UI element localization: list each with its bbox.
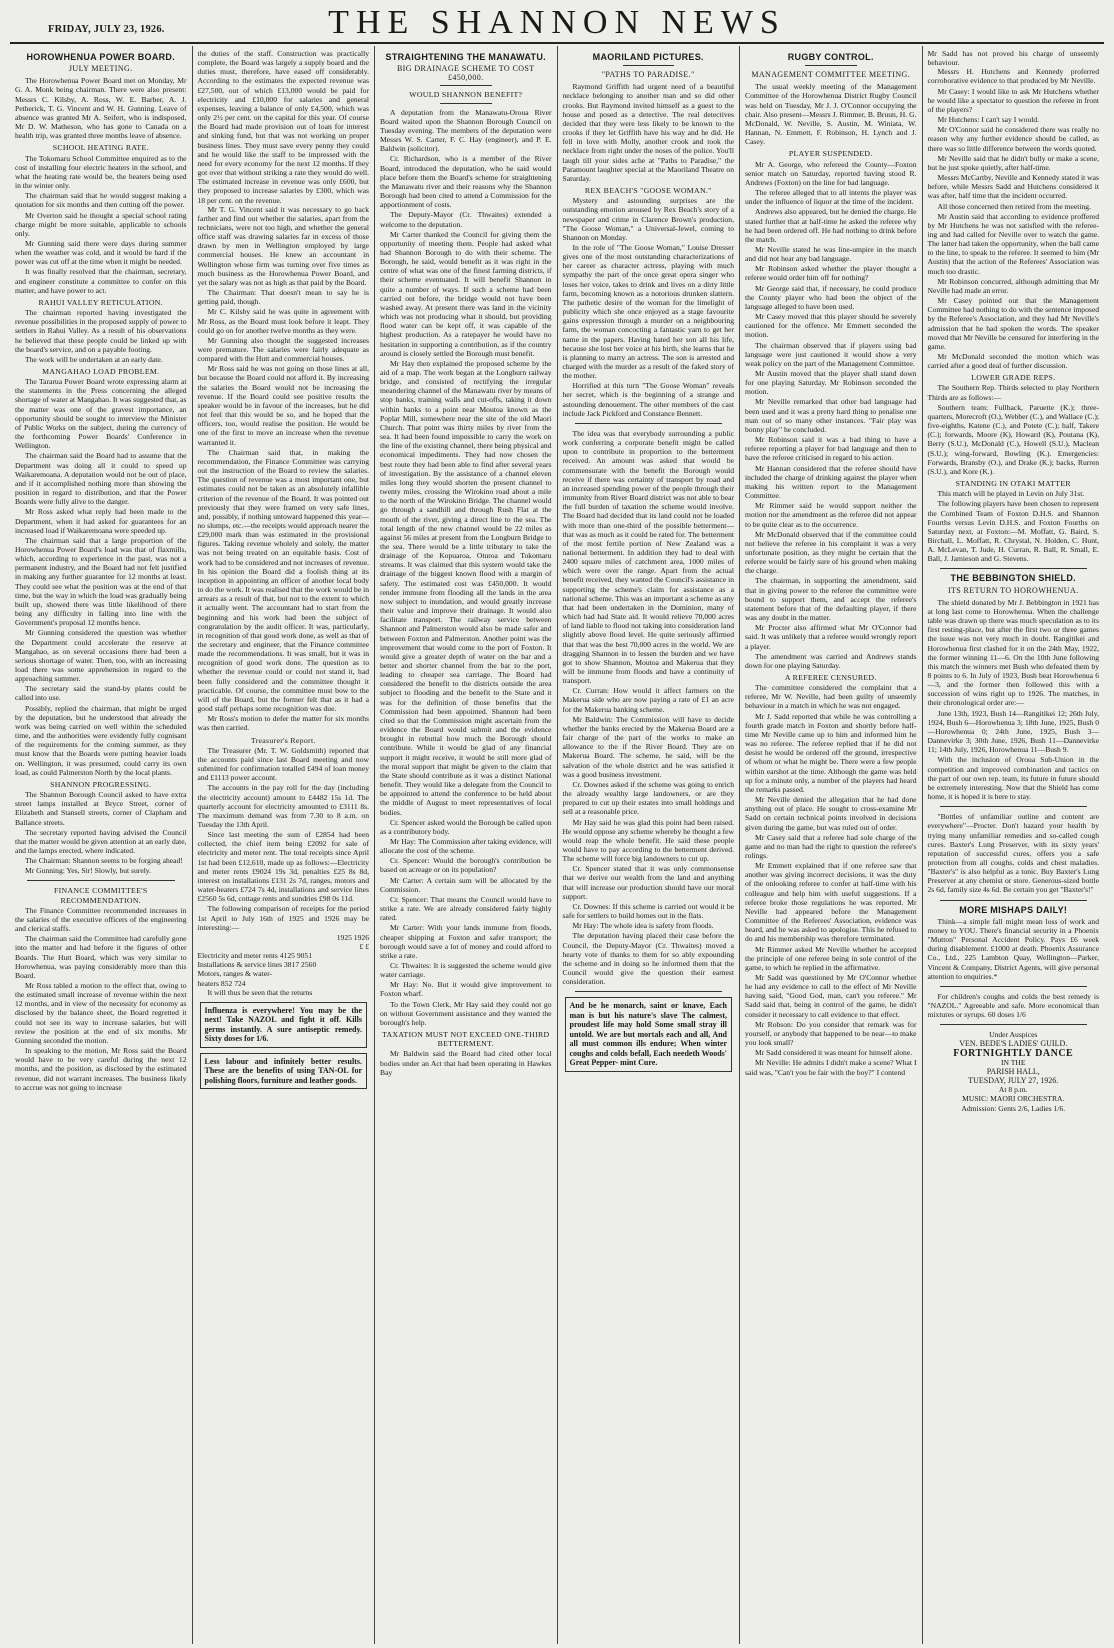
nazol-advertisement: For children's coughs and colds the best remedy is "NAZOL." Agreeable and safe. More economical than mixtures or syrups. 60 doses 1/6	[927, 991, 1099, 1020]
paragraph: Mr Ross's motion to defer the matter for six months was then carried.	[197, 714, 369, 733]
baxters-advertisement: "Bottles of unfamiliar outline and content are everywhere"—Procter. Don't hazard your health by trying many unfamiliar remedies and so-called cough cures. Baxter's Lung Preserver, with its sixty years' reputation of successful cures, offers you a safe protection from all coughs, colds and chest maladies. "Baxter's" is also helpful as a tonic. Buy Baxter's Lung Preserver at any chemist or store. Generous-sized bottle 2s 6d, family size 4s 6d. Be certain you get "Baxter's!"	[927, 812, 1099, 895]
paragraph: Mr Hannan considered that the referee should have included the charge of drinking against the player when making his written report to the Management Committee.	[745, 463, 917, 501]
receipts-table-header: 1925 1926	[336, 932, 369, 942]
article-headline: MAORILAND PICTURES.	[592, 52, 704, 62]
article-subheading: MANAGEMENT COMMITTEE MEETING.	[751, 70, 911, 80]
paragraph: The Chairman: That doesn't mean to say he is getting paid, though.	[197, 288, 369, 307]
paragraph: Mr O'Connor said he considered there was really no reason why any further evidence should be called, as there was so little difference between the words quoted.	[927, 125, 1099, 153]
paragraph: Mr Ross said he was not going on those lines at all, but because the Board could not afford it. By increasing the salaries the Board would not be increasing the revenue. If the Board could see positive results the speaker would be in favour of the increases, but he did not feel that this would be so, and he hoped that the officers, too, would realise the position. He would be one of the first to move an increase when the revenue warranted it.	[197, 364, 369, 447]
paragraph: Cr. Spencer asked would the Borough be called upon as a contributory body.	[380, 817, 552, 836]
paragraph: Mr Gunning said there were days during summer when the weather was cold, and it would be hard if the power was cut off at the time when it might be needed.	[15, 238, 187, 267]
dance-line: Admission: Gents 2/6, Ladies 1/6.	[961, 1103, 1066, 1113]
paragraph: Mr Hay: The whole idea is safety from floods.	[572, 921, 714, 931]
divider	[940, 568, 1088, 569]
issue-date: FRIDAY, JULY 23, 1926.	[48, 24, 165, 35]
paragraph: In the role of "The Goose Woman," Louise Dresser gives one of the most outstanding characterizations of her career as character actress, playing with much sympathy the part of the once great opera singer who loses her voice, takes to drink and lives on a dirty little farm, becoming known as a notorious drunken slattern. The pathetic desire of the woman for the limelight of publicity which she once enjoyed as a stage favourite gains expression through a murder on a neighbouring farm, the woman concocting a fantastic yarn to get her name in the papers. Having hated her son all his life, because she lost her voice at his birth, she learns that he is planning to marry an actress. The son is arrested and charged with the murder as a result of the faked story of the mother.	[562, 242, 734, 381]
paragraph: Cr. Thwaites: It is suggested the scheme would give water carriage.	[380, 961, 552, 980]
paragraph: The chairman, in supporting the amendment, said that in giving power to the referee the committee were bound to support them, and accept the referee's statement before that of the defaulting player, if there was any doubt in the matter.	[745, 576, 917, 623]
dance-line: At 8 p.m.	[998, 1085, 1028, 1095]
paragraph: The chairman observed that if players using bad language were just cautioned it would show a very weak policy on the part of the Management Committee.	[745, 340, 917, 368]
paragraph: The idea was that everybody surrounding a public work conferring a corporate benefit might be called upon to contribute in proportion to the betterment received. An amount was asked that would be commensurate with the benefit the Borough would receive if there was certainty of transport by road and an increased spending power of the people through their immunity from River Board district was not able to bear the full burden of taxation the scheme would involve. The Board had decided that its land could not be loaded with more than one-third of the possible betterment—that was as much as it could be rated for. The betterment of the most fertile portion of New Zealand was a national betterment. In addition they had to deal with 2400 square miles of catchment area, 1000 miles of which were over the range. Apart from the actual benefit received, they wanted the Council's assistance in supporting the scheme's claim for assistance as a national scheme. This was an important a scheme as any that had been undertaken in the Dominion, many of which had had State aid. It would relieve 70,000 acres of land liable to flood not taking into consideration land slightly above flood level. He quite seriously affirmed that that was the best 70,000 acres in the world. We are dragging Shannon in to lessen the burden and we have got to show Shannon, Moutoa and Makerua that they will be immune from floods and have a continuity of transport.	[562, 428, 735, 686]
paragraph: The Tararua Power Board wrote expressing alarm at the statements in the Press concerning the alleged shortage of water at Mangahao. It was suggested that, as the matter was one of the gravest importance, an opportunity should be sought to interview the Minister of Public Works on the subject, during the currency of the forthcoming Power Boards' Conference in Wellington.	[15, 377, 187, 451]
article-subheading: BIG DRAINAGE SCHEME TO COST £450,000.	[396, 64, 535, 83]
paragraph: Mr Casey: I would like to ask Mr Hutchens whether he would like a spectator to question the referee in front of the players?	[927, 86, 1099, 114]
dance-line: IN THE	[1000, 1057, 1026, 1067]
paragraph: The chairman reported having investigated the revenue possibilities in the proposed supply of power to settlers in Rahui Valley. As a result of his observations he believed that these people could be linked up with the board's service, and on a payable footing.	[15, 308, 187, 354]
paragraph: Mr Hay: No. But it would give improvement to Foxton wharf.	[380, 980, 552, 999]
paragraph: Since last meeting the sum of £2854 had been collected, the chief item being £2092 for sale of electricity and meter rent. The total receipts since April 1st had been £12,610, made up as follows:—Electricity and meter rents £9024 19s 3d, penalties £25 8s 8d, interest on installations £131 2s 7d, ranges, motors and water-heaters £724 7s 4d, installations and service lines £2560 5s 6d, cottage rents and sundries £98 0s 11d.	[197, 830, 369, 904]
paragraph: The shield donated by Mr J. Bebbington in 1921 has at long last come to Horowhenua. When the challenge table was drawn up there was much speculation as to its first resting-place, but after the first two or three games the issue was not very much in doubt. Rangitikei and Horowhenua first clashed for it on the 24th May, 1922, the former winning 11—6. On the 10th June following this match the winners met Bush who defeated them by 8 points to 6. In July of 1923, Bush beat Horowhenua 6—3, and the former then followed this with a succession of wins right up to 1926. The matches, in their chronological order are:—	[927, 597, 1099, 708]
paragraph: Cr. Spencer stated that it was only commonsense that we derive our wealth from the land and anything that will increase our production should have our moral support.	[562, 864, 734, 901]
article-headline: MORE MISHAPS DAILY!	[959, 904, 1068, 915]
paragraph: Mr Neville denied the allegation that he had done anything out of place. He sought to cross-examine Mr Sadd on certain technical points involved in decisions given during the game, but was ruled out of order.	[745, 795, 917, 832]
paragraph: Mr Casey pointed out that the Management Committee had nothing to do with the sentence imposed by the Referee's Association, and they had Mr Neville's admission that he had spoken the words. The speaker moved that Mr Neville be censured for interfering in the game.	[927, 296, 1099, 351]
article-headline: STRAIGHTENING THE MANAWATU.	[385, 52, 546, 62]
paragraph: Mr Neville said that he didn't bully or make a scene, but he just spoke quietly, after half-time.	[927, 153, 1099, 172]
article-subheading: ITS RETURN TO HOROWHENUA.	[947, 585, 1079, 595]
paragraph: Mr George said that, if necessary, he could produce the County player who had been the object of the language alleged to have been used.	[745, 283, 917, 311]
paragraph: A deputation from the Manawatu-Oroua River Board waited upon the Shannon Borough Council on Tuesday evening. The members of the deputation were Messrs W. S. Carter, F. C. Hay (engineer), and P. E. Baldwin (solicitor).	[380, 107, 552, 154]
crosshead: FINANCE COMMITTEE'S RECOMMENDATION.	[53, 886, 148, 905]
crosshead: LOWER GRADE REPS.	[971, 373, 1056, 383]
paragraph: Mr Overton said he thought a special school rating charge might be more suitable, applicable to schools only.	[15, 210, 187, 238]
crosshead: PLAYER SUSPENDED.	[788, 149, 873, 159]
column-1	[10, 46, 193, 1644]
paragraph: Possibly, replied the chairman, that might be urged by the deputation, but he understood that already the work was being carried on well within the scheduled time, and the authorities were evidently fully cognisant of the requirements for the coming summer, as they must know that the Boards were putting heavier loads on. Wellington, it was presumed, could carry its own load, as could Palmerston North by the local plants.	[15, 703, 187, 777]
column-6	[923, 46, 1105, 1644]
paragraph: The Deputy-Mayor (Cr. Thwaites) extended a welcome to the deputation.	[380, 210, 552, 229]
paragraph: Mr Casey said that a referee had sole charge of the game and no man had the right to question the referee's rulings.	[745, 832, 917, 860]
paragraph: The secretary said the stand-by plants could be called into use.	[15, 684, 187, 703]
paragraph: To the Town Clerk, Mr Hay said they could not go on without Government assistance and they wanted the borough's help.	[380, 999, 552, 1027]
divider	[575, 423, 723, 424]
paragraph: The secretary reported having advised the Council that the matter would be given attention at an early date, and the lamps erected, where indicated.	[15, 827, 187, 855]
paragraph: Mr Hutchens: I can't say I would.	[937, 115, 1040, 125]
paragraph: The Chairman: Shannon seems to be forging ahead!	[25, 856, 183, 866]
dance-line: FORTNIGHTLY DANCE	[953, 1047, 1074, 1059]
paragraph: Andrews also appeared, but he denied the charge. He stated further that at half-time he asked the referee why he had been ordered off. He had nothing to drink before the match.	[745, 207, 917, 244]
paragraph: Mr T. G. Vincent said it was necessary to go back farther and find out whether the salaries, apart from the technicians, were not too high, and whether the general office staff was drawing salaries far in excess of those drawn by men in Wellington employed by large commercial houses. He knew an accountant in Wellington whose firm was turning over five times as much business as the Horowhenua Power Board, and yet the salary was not as high as that paid by the Board.	[197, 204, 369, 287]
paragraph: Mr Robinson concurred, although admitting that Mr Neville had made an error.	[927, 276, 1099, 295]
paragraph: Mr Gunning considered the question was whether the Department could accelerate the reserve at Mangahao, as on several occasions there had been a serious shortage of water. Then, too, with an increasing load there was some apprehension in regard to the approaching summer.	[15, 628, 187, 684]
paragraph: Raymond Griffith had urgent need of a beautiful necklace belonging to another man and so did other crooks. But Raymond invited himself as a guest to the house and posed as a detective. The real detectives decided that they were less likely to be known to the crooks if they let Griffith have his way and he did. He fell in love with Molly, another crook and took the necklace from right under the noses of the police. You'll laugh till your sides ache at "Paths to Paradise," the Paramount laughter special at the Maoriland Theatre on Saturday.	[562, 82, 734, 183]
paragraph: Mr Neville: He admits I didn't make a scene? What I said was, "Can't you be fair with the boy?" I contend	[745, 1058, 917, 1077]
paragraph: Mr Ross tabled a motion to the effect that, owing to the estimated small increase of revenue within the next 12 months, and in view of the necessity for economy as disclosed by the balance sheet, the Board regretted it could not see its way to increase salaries, but will review the position at the end of six months. Mr Gunning seconded the motion.	[15, 981, 187, 1045]
paragraph: All those concerned then retired from the meeting.	[937, 201, 1092, 211]
paragraph: The Horowhenua Power Board met on Monday, Mr G. A. Monk being chairman. There were also present: Messrs C. Kilsby, A. Ross, W. E. Barber, A. J. Petherick, T. G. Vincent and W. H. Gunning. Leave of absence was granted Mr A. Seifert, who is indisposed, Mr D. W. Matheson, who has gone to Canada on a health trip, was granted three months leave of absence.	[15, 76, 187, 141]
divider	[440, 103, 492, 104]
receipts-table-row: Electricity and meter rents 4125 9051	[197, 951, 313, 961]
paragraph: The Finance Committee recommended increases in the salaries of the executive officers of the engineering and clerical staffs.	[15, 905, 187, 934]
paragraph: Mr Sadd was questioned by Mr O'Connor whether he had any evidence to call to the effect of Mr Neville having said, "Good God, man, can't you referee." Mr Sadd said that, being in control of the game, he didn't consider it necessary to call evidence to that effect.	[745, 973, 917, 1019]
paragraph: Mr J. Sadd reported that while he was controlling a fourth grade match in Foxton and shortly before half-time Mr Neville came up to him and informed him he was no referee. The referee replied that if he did not desist he would be ordered off the ground, irrespective of whom or what he might be. There were a few people within earshot at the time. Although the game was held up for a minute only, a number of the players had heard the remarks passed.	[745, 711, 917, 794]
crosshead: RAHUI VALLEY RETICULATION.	[38, 297, 163, 307]
divider	[940, 900, 1088, 901]
paragraph: Mr Austin moved that the player shall stand down for one playing Saturday. Mr Robinson seconded the motion.	[745, 369, 917, 397]
paragraph: Mr Carter: A certain sum will be allocated by the Commission.	[380, 875, 552, 894]
paragraph: The committee considered the complaint that a referee, Mr W. Neville, had been guilty of unseemly behaviour in a match in which he was not engaged.	[745, 683, 917, 711]
paragraph: The usual weekly meeting of the Management Committee of the Horowhenua District Rugby Council was held on Tuesday, Mr J. J. O'Connor occupying the chair. Also present—Messrs J. Rimmer, B. Bruun, H. G. McDonald, W. Neville, S. Austin, M. Winiata, W. Hannan, N. Emmett, F. Robinson, H. Lynch and J. Casey.	[745, 82, 917, 147]
crosshead: TAXATION MUST NOT EXCEED ONE-THIRD BETTERMENT.	[382, 1030, 550, 1049]
peppermint-cure-advertisement: And be he monarch, saint or knave, Each man is but his nature's slave The calmest, proudest life may hold Some small stray ill untold. We are but mortals each and all, And all must common ills endure; When winter coughs and colds befall, Each needeth Woods' Great Pepper- mint Cure.	[565, 997, 733, 1072]
paragraph: the duties of the staff. Construction was practically complete, the Board was largely a supply board and the duties must, therefore, have eased off considerably. According to the estimates the expected revenue was £27,500, out of which £13,000 would be paid for electricity and £10,000 for salaries and general expenses, leaving a balance of only £4,500, which was only 2½ per cent. on the capital for this year. Of course the Board had made provision out of loan for interest and sinking fund, but that was not working on proper business lines. They must save every penny they could and he would like the staff to be impressed with the need for every economy for the next 12 months. If they got over that without striking a rate they would do well. The estimated increase in revenue was only £600, but they proposed to increase salaries by £300, which was 18 per cent. on the revenue.	[197, 49, 369, 205]
paragraph: It will thus be seen that the returns	[207, 987, 313, 997]
paragraph: Southern team: Fullback, Paruette (K.); three-quarters, Morecroft (O.), Webber (C.), and Wallace (C.); five-eighths, Katene (C.), and Potete (C.); half, Takere (C.); forwards, Moore (K), Howard (K), Poutana (K), Berry (S.U.), McDonald (C.), Howell (S.U.), Maclean (S.U.); wing-forward, Bowling (K.). Emergencies: Forwards, Bransby (O.), and Drake (K.); backs, Rurren (S.U.), and Kore (K.).	[927, 402, 1099, 476]
crosshead: MANGAHAO LOAD PROBLEM.	[42, 367, 160, 376]
paragraph: Mr Neville stated he was line-umpire in the match and did not hear any bad language.	[745, 244, 917, 264]
receipts-table-row: Motors, ranges & water-	[197, 969, 272, 979]
nazol-advertisement: Influenza is everywhere! You may be the next! Take NAZOL and fight it off. Kills germs instantly. A sure antiseptic remedy. Sixty doses for 1/6.	[200, 1002, 368, 1048]
paragraph: The referee alleged that to all intents the player was under the influence of liquor at the time of the incident.	[745, 188, 917, 207]
article-headline: RUGBY CONTROL.	[787, 52, 874, 62]
paragraph: The following comparison of receipts for the period 1st April to July 16th of 1925 and 1926 may be interesting:—	[197, 904, 369, 932]
paragraph: The following players have been chosen to represent the Combined Team of Foxton D.H.S. and Shannon Fourths versus Levin D.H.S. and Foxton Fourths on Saturday next, at Foxton:—M. Moffatt, G. Baird, S. Birchall, L. Moffatt, R. Chrystal, N. Holden, C. Hunt, A. McLevan, T. Jude, H. Curran, R. Ball, R. Small, E. Ball, J. Jamieson and G. Stevens.	[927, 499, 1099, 564]
divider	[623, 65, 675, 66]
paragraph: This match will be played in Levin on July 31st.	[937, 489, 1085, 499]
newspaper-title: THE SHANNON NEWS	[328, 4, 786, 41]
divider	[575, 991, 723, 992]
paragraph: Mr Neville remarked that other bad language had been used and it was a pretty hard thing to penalise one man out of so many other instances. "Fair play was bonny play" he concluded.	[745, 397, 917, 434]
paragraph: Mr C. Kilsby said he was quite in agreement with Mr Ross, as the Board must look before it leapt. They could go on for another twelve months as they were.	[197, 307, 369, 335]
paragraph: Mr Rimmer asked Mr Neville whether he accepted the principle of one referee being in sole control of the game, to which he replied in the affirmative.	[745, 944, 917, 972]
paragraph: Cr. Richardson, who is a member of the River Board, introduced the deputation, who he said would place before them the Board's scheme for straightening the Manawatu river and their reasons why the Shannon Borough had been cited to attend a Commission for the apportionment of costs.	[380, 154, 552, 210]
paragraph: Mr Casey moved that this player should be severely cautioned for the offence. Mr Emmett seconded the motion.	[745, 312, 917, 340]
paragraph: The amendment was carried and Andrews stands down for one playing Saturday.	[745, 651, 917, 670]
paragraph: Cr. Downes: If this scheme is carried out would it be safe for settlers to build homes out in the flats.	[562, 901, 734, 921]
paragraph: Mr McDonald observed that if the committee could not believe the referee in his complaint it was a very unfortunate position, as they might be certain that the referee would be fairly sure of his ground when making the charge.	[745, 529, 917, 576]
column-2	[193, 46, 376, 1644]
dance-line: VEN. BEDE'S LADIES' GUILD.	[959, 1039, 1068, 1049]
paragraph: Mr Gunning also thought the suggested increases were premature. The salaries were fairly adequate as compared with the Hutt and commercial houses.	[197, 335, 369, 364]
paragraph: Mystery and astounding surprises are the outstanding emotion aroused by Rex Beach's story of a newspaper and crime in Clarence Brown's production, "The Goose Woman," a Universal-Jewel, coming to Shannon on Monday.	[562, 196, 734, 242]
crosshead: SHANNON PROGRESSING.	[50, 779, 152, 789]
paragraph: Mr Robinson asked whether the player thought a referee would order him off for nothing?	[745, 264, 917, 283]
paragraph: The Southern Rep. Thirds selected to play Northern Thirds are as follows:—	[927, 383, 1099, 402]
paragraph: The chairman said the Board had to assume that the Department was doing all it could to speed up Waikaremoana. A deputation would not be out of place, and if it accomplished nothing more than showing the position in regard to distribution, and that the Power Boards were fully alive to the danger.	[15, 451, 187, 507]
masthead	[10, 0, 1104, 44]
paragraph: The accounts in the pay roll for the day (including the electricity account) amount to £4482 15s 1d. The quarterly account for electricity amounted to £3111 8s. The maximum demand was from 7.30 to 8 a.m. on Tuesday the 13th April.	[197, 783, 369, 829]
paragraph: Cr. Spencer: That means the Council would have to strike a rate. We are already considered fairly highly rated.	[380, 894, 552, 923]
crosshead: SCHOOL HEATING RATE.	[52, 143, 149, 153]
paragraph: Mr Carter: With your lands immune from floods, cheaper shipping at Foxton and safer transport; the borough would save a lot of money and could afford to strike a rate.	[380, 923, 552, 960]
paragraph: The Treasurer (Mr. T. W. Goldsmith) reported that the accounts paid since last Board meeting and now submitted for confirmation totalled £494 of loan money and £1113 power account.	[197, 745, 369, 783]
paragraph: The deputation having placed their case before the Council, the Deputy-Mayor (Cr. Thwaites) moved a hearty vote of thanks to them for so ably expounding the scheme and in doing so he informed them that the Council would give the question their earnest consideration.	[562, 931, 734, 987]
divider	[27, 880, 175, 881]
paragraph: Cr. Spencer: Would the borough's contribution be based on acreage or on its population?	[380, 856, 552, 875]
tan-ol-advertisement: Less labour and infinitely better results. These are the benefits of using TAN-OL for polishing floors, furniture and leather goods.	[200, 1053, 368, 1090]
paragraph: Mr Hay then explained the proposed scheme by the aid of a map. The work began at the Longburn railway bridge, and consisted of rectifying the irregular meandering channel of the Manawatu river by means of stop banks, training walls and cut-offs, taking it down within banks to a point near Moutoa known as the Poplar Mill, somewhere near the site of the old Maori Church. That point was thirty miles by river from the sea. It had been found impossible to carry the work on the line of the existing channel, there being physical and economical impediments. They had now chosen the best route they had been able to find after several years of investigation. By the assistance of a channel eleven miles long they would shorten the present channel to twenty miles, crossing the Wirokino road about a mile to the north of the Wirokino Bridge. The channel would go through a sandhill and through Rush Flat at the mouth of the river, giving a direct line to the sea. The total length of the new channel would be 22 miles as against 56 miles at present from the Longburn Bridge to the sea. There would be a little tributary to take the drainage of the Kopuaroa, Oturoa and Tokomaru streams. It was claimed that this system would take the drainage of the biggest known flood with a margin of safety. The estimated cost was £450,000. It would render immune from flooding all the lands in the area now subject to inundation, and would greatly increase their value and improve their drainage. It would also facilitate transport. The railway service between Shannon and Palmerston would also be made safer and between Foxton and Palmerston. Another point was the improvement that would come to the port of Foxton. It would give a greater depth of water on the bar and a better and shorter channel from the bar to the port, leading to cheaper sea carriage. The Board had considered the benefit to the districts outside the area subject to flooding and the benefit to the State and it was for the definition of those benefits that the Commission had been appointed. Shannon had been cited so that the Commission might ascertain from the evidence the Board would submit and the evidence brought in rebuttal how much the Borough should contribute. While it would be glad of any financial support it might receive, it would be still more glad of the moral support that might be given to the claim that the State should contribute as it was a distinct National benefit. They would like a delegate from the Council to be appointed to attend the conference to be held about the middle of August to meet representatives of local bodies.	[380, 358, 552, 817]
paragraph: June 13th, 1923, Bush 14—Rangitikei 12; 26th July, 1924, Bush 6—Horowhenua 3; 18th June, 1925, Bush 0—Horowhenua 0; 24th June, 1925, Bush 3—Dannevirke 3; 30th June, 1926, Bush 11—Dannevirke 11; 14th July, 1926, Horowhenua 11—Bush 9.	[927, 708, 1099, 755]
paragraph: The Tokomaru School Committee enquired as to the cost of installing four electric heaters in the school, and what the heating rate would be, the heaters being used in the winter only.	[15, 153, 187, 191]
article-subheading: "PATHS TO PARADISE."	[601, 70, 695, 80]
paragraph: Mr Procter also affirmed what Mr O'Connor had said. It was unlikely that a referee would wrongly report a player.	[745, 623, 917, 651]
dance-line: TUESDAY, JULY 27, 1926.	[968, 1076, 1059, 1086]
divider	[440, 85, 492, 86]
receipts-table-row: Installations & service lines 3817 2560	[197, 960, 317, 970]
paragraph: Cr. Curran: How would it affect farmers on the Makerua side who are now paying a rate of £1 an acre for the Makerua banking scheme.	[562, 686, 734, 714]
phoenix-advertisement: Think—a simple fall might mean loss of work and money to YOU. There's financial security in a Phoenix "Mutton" Personal Accident Policy. Pays £6 week during disablement. £1000 at death. Phoenix Assurance Co., Ltd., 225 Lambton Quay, Wellington—Parker, Vincent & Company, District Agents, will give personal attention to enquiries.*	[927, 916, 1099, 981]
paragraph: Mr McDonald seconded the motion which was carried after a good deal of further discussion.	[927, 352, 1099, 371]
paragraph: Mr Hay said he was glad this point had been raised. He would oppose any scheme whereby he thought a few would reap the whole benefit. He said these people would have to pay according to the betterment derived. The scheme will force big landowners to cut up.	[562, 817, 734, 864]
paragraph: Messrs H. Hutchens and Kennedy proferred corroborative evidence to that produced by Mr Neville.	[927, 67, 1099, 86]
column-4	[558, 46, 741, 1644]
divider	[805, 65, 857, 66]
paragraph: Mr Baldwin: The Commission will have to decide whether the banks erected by the Makerua Board are a fair charge of the part of the works to make an allowance to the if the River Board. They are on Makerua Board. The scheme, he said, will be the salvation of the whole district and he was satisfied it was a good business investment.	[562, 714, 734, 779]
paragraph: Mr Sadd has not proved his charge of unseemly behaviour.	[927, 49, 1099, 68]
paragraph: Cr. Downes asked if the scheme was going to enrich the already wealthy large landowners, or are they prepared to cut up their estates into small holdings and sell at a reasonable price.	[562, 779, 734, 817]
paragraph: Mr Ross asked what reply had been made to the Department, when it had asked for guarantees for an increased load if Waikaremoana were speeded up.	[15, 507, 187, 535]
dance-line: Under Auspices	[989, 1030, 1038, 1040]
paragraph: It was finally resolved that the chairman, secretary, and engineer constitute a committee to confer on this matter, and have power to act.	[15, 267, 187, 295]
paragraph: The Shannon Borough Council asked to have extra street lamps installed at Bryce Street, corner of Elizabeth and Stansell streets, corner of Clapham and Ballance streets.	[15, 790, 187, 827]
paragraph: Mr Rimmer said he would support neither the motion nor the amendment as the referee did not appear to be quite clear as to the occurrence.	[745, 501, 917, 529]
paragraph: Mr Emmett explained that if one referee saw that another was giving incorrect decisions, it was the duty of the onlooking referee to confer at half-time with his colleague and help him with useful suggestions. If a referee broke those regulations he was reported. Mr Neville had appeared before the Management Committee of the Referees' Association, evidence was heard, and he was asked to apologise. This he refused to do and his membership was therefore terminated.	[745, 861, 917, 944]
paragraph: Horrified at this turn "The Goose Woman" reveals her secret, which is the beginning of a strange and astounding denouement. The other members of the cast include Jack Pickford and Constance Bennett.	[562, 381, 734, 418]
crosshead: STANDING IN OTAKI MATTER	[955, 479, 1071, 489]
columns	[10, 46, 1104, 1644]
divider	[940, 986, 1088, 987]
paragraph: Mr Robinson said it was a bad thing to have a referee reporting a player for bad language and then to have the referee criticised in regard to his action.	[745, 435, 917, 463]
paragraph: The chairman said the Committee had carefully gone into the matter and had before it the figures of other Boards. The Hutt Board, which was very similar to Horowhenua, was paying considerably more than this Board.	[15, 934, 187, 980]
paragraph: Mr Austin said that according to evidence proffered by Mr Hutchens he was not satisfied with the referee-ing and had called for Neville over to watch the game. The latter had taken the opportunity, when the ball came to the line, to speak to the referee. It seemed to him (Mr Austin) that the action of the Referees' Association was much too drastic.	[927, 211, 1099, 276]
paragraph: Mr Sadd considered it was meant for himself alone.	[755, 1048, 913, 1058]
paragraph: The Chairman said that, in making the recommendation, the Finance Committee was carrying out the instruction of the Board to review the salaries. The question of revenue was a most important one, but estimates could not be taken as an absolutely infallible criterion of the revenue of the Board. It was pointed out previously that they were framed on very safe lines, and, possibly, if nothing untoward happened this year—no slumps, etc.—the receipts would approach nearer the £29,000 mark than was estimated in the provisional figures. Taking revenue wholely and solely, the matter was not being treated on an equitable basis. Cost of work had to be considered and not increases of revenue. In his opinion the Board did a foolish thing at its inception in appointing an officer of another local body to do the work. It was realised that the work would be in arrears as a result of that, but not to the extent to which it actually went. The accountant had to start from the beginning and his work had been the subject of congratulation by the audit officer. It was, particularly, in recognition of that good work done, as well as that of the secretary and engineer, that the Finance committee made the recommendations. It was small, but it was in recognition of good work done. The question as to whether the revenue could or could not stand it, had been fully considered and the committee thought it practicable. Of course, the committee must bow to the will of the Board, but the former felt that as it had a good staff perhaps some recognition was due.	[197, 447, 369, 714]
dance-line: PARISH HALL,	[986, 1066, 1040, 1076]
paragraph: Mr Robson: Do you consider that remark was for yourself, or anybody that happened to be near—to make you look small?	[745, 1019, 917, 1048]
article-headline: THE BEBBINGTON SHIELD.	[950, 573, 1076, 584]
receipts-table-row: heaters 852 724	[197, 978, 246, 988]
paragraph: In speaking to the motion, Mr Ross said the Board would have to be very careful during the next 12 months, and the position, as disclosed by the estimated revenue, did not warrant increases. The business likely to accrue was not going to increase	[15, 1046, 187, 1092]
paragraph: Mr A. George, who refereed the County—Foxton senior match on Saturday, reported having stood R. Andrews (Foxton) on the line for bad language.	[745, 159, 917, 187]
paragraph: Mr Gunning: Yes, Sir! Slowly, but surely.	[25, 866, 152, 876]
crosshead: WOULD SHANNON BENEFIT?	[409, 90, 523, 100]
paragraph: Messrs McCartby, Neville and Kennedy stated it was before, while Messrs Sadd and Hutchens considered it was after, half time that the incident occurred.	[927, 173, 1099, 201]
paragraph: The work will be undertaken at an early date.	[25, 354, 163, 364]
paragraph: Mr Carter thanked the Council for giving them the opportunity of meeting them. People had asked what had Shannon Borough to do with their scheme. The Borough, he said, would benefit as it was right in the centre of what was one of the finest farming districts, if their scheme eventuated. It will benefit Shannon in quite a number of ways. If such a scheme had been carried out before, the bridge would not have been washed away. At present there was land in the vicinity which was not producing what it should, but providing flood water can be kept off, it was capable of the highest production. As a ratepayer he would have no hesitation in supporting a contribution, as if the country around is closely settled the Borough must benefit.	[380, 229, 552, 358]
dance-line: MUSIC: MAORI ORCHESTRA.	[962, 1094, 1065, 1104]
column-3	[375, 46, 558, 1644]
crosshead: REX BEACH'S "GOOSE WOMAN."	[584, 186, 712, 196]
paragraph: Mr Baldwin said the Board had cited other local bodies under an Act that had been operating in Hawkes Bay	[380, 1049, 552, 1077]
dance-notice	[928, 1030, 1100, 1112]
paragraph: With the inclusion of Oroua Sub-Union in the competition and improved combination and tactics on the part of our own rep. team, its future in future should be extremely interesting. Now that the Shield has come home, it is hoped it is here to stay.	[927, 755, 1099, 802]
paragraph: The chairman said that he would suggest making a quotation for six months and then cutting off the power.	[15, 191, 187, 210]
receipts-table-units: £ £	[359, 942, 369, 951]
crosshead: Treasurer's Report.	[250, 735, 316, 745]
divider	[940, 806, 1088, 807]
article-headline: HOROWHENUA POWER BOARD.	[26, 52, 176, 62]
paragraph: The chairman said that a large proportion of the Horowhenua Power Board's load was that of flaxmills, which, according to experience in the past, was not a permanent industry, and the Board had not felt justified in making any further guarantee for 12 months at least. They could see what the position was at the end of that time, but the way in which the load was gradually being built up, showed there was little likelihood of there being any difficulty in falling into line with the Government's proposal 12 months hence.	[15, 535, 187, 628]
crosshead: A REFEREE CENSURED.	[784, 673, 877, 682]
divider	[940, 1024, 1088, 1025]
column-5	[740, 46, 923, 1644]
article-subheading: JULY MEETING.	[68, 64, 133, 74]
paragraph: Mr Hay: The Commission after taking evidence, will allocate the cost of the scheme.	[380, 836, 552, 856]
